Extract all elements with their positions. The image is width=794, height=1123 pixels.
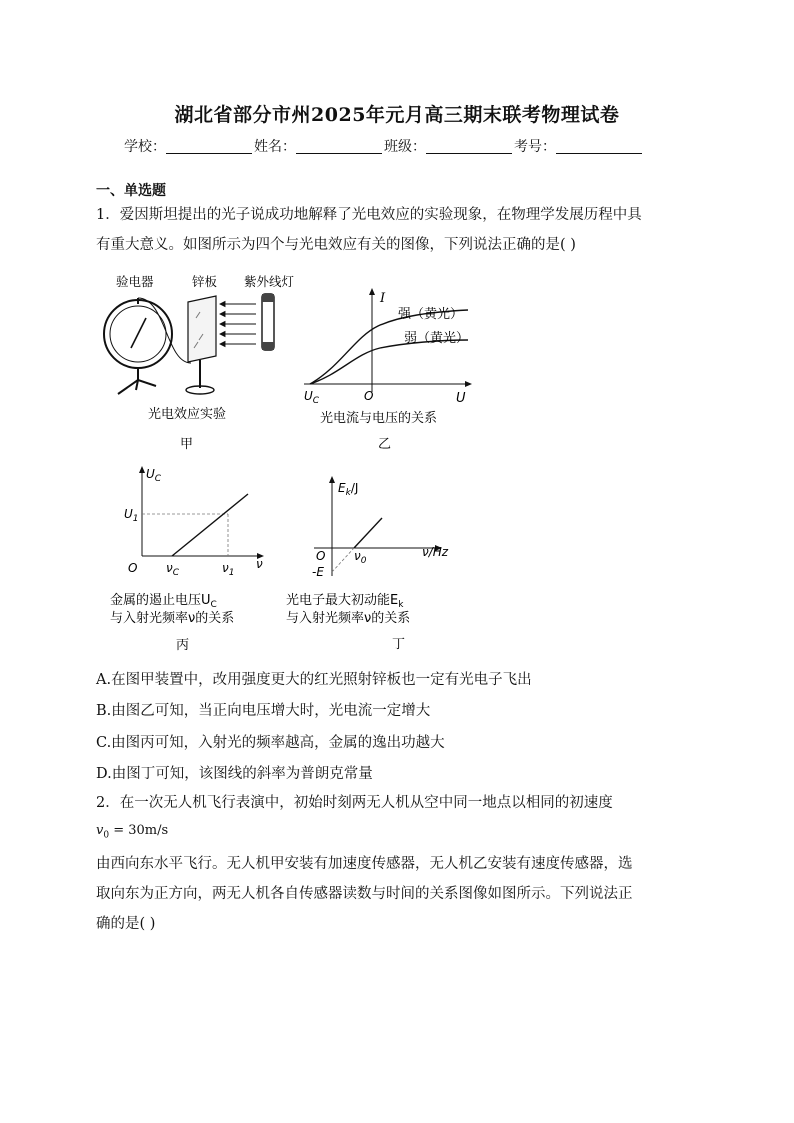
caption-bing-1: 金属的遏止电压$U_C$ <box>110 593 217 610</box>
uv-light-arrows <box>220 302 256 347</box>
axis-i-label: I <box>380 291 386 306</box>
figure-bing <box>104 462 274 657</box>
ek-line <box>354 518 382 548</box>
label-uv-lamp: 紫外线灯 <box>244 274 295 289</box>
electroscope-icon <box>104 298 191 394</box>
section-heading: 一、单选题 <box>96 183 166 199</box>
caption-ding-1: 光电子最大初动能$E_k$ <box>286 593 404 610</box>
name-label: 姓名： <box>254 139 296 155</box>
caption-jia: 光电效应实验 <box>148 407 227 422</box>
exam-number-label: 考号： <box>514 139 556 155</box>
label-uc: $U_C$ <box>304 389 320 406</box>
school-blank[interactable] <box>166 139 252 154</box>
label-origin-ding: O <box>316 549 326 563</box>
option-d[interactable]: D.由图丁可知，该图线的斜率为普朗克常量 <box>96 766 373 782</box>
tag-jia: 甲 <box>180 437 194 452</box>
label-u1: $U_1$ <box>124 507 139 524</box>
axis-v-label: ν <box>256 557 263 571</box>
label-v0: $\nu_0$ <box>354 549 367 566</box>
label-vc: $\nu_C$ <box>166 561 179 578</box>
question-2-stem <box>96 788 696 939</box>
uc-line <box>172 494 248 556</box>
class-label: 班级： <box>384 139 426 155</box>
label-origin-yi: O <box>364 389 374 403</box>
question-2-line-3: 取向东为正方向，两无人机各自传感器读数与时间的关系图像如图所示。下列说法正 <box>96 885 633 902</box>
axis-uc-label: $U_C$ <box>146 467 162 484</box>
label-neg-e: -E <box>312 565 324 579</box>
figure-ding <box>284 472 454 657</box>
figure-jia <box>96 268 316 458</box>
question-2-formula: $v_0 = 30m/s$ <box>96 823 169 841</box>
question-2-line-2: 由西向东水平飞行。无人机甲安装有加速度传感器，无人机乙安装有速度传感器，选 <box>96 855 633 872</box>
tag-yi: 乙 <box>378 437 392 452</box>
figure-yi <box>300 282 480 457</box>
class-blank[interactable] <box>426 139 512 154</box>
zinc-plate-icon <box>186 296 216 394</box>
label-origin-bing: O <box>128 561 138 575</box>
axis-u-label: U <box>456 391 466 406</box>
caption-bing-2: 与入射光频率ν的关系 <box>110 611 235 626</box>
student-info-row <box>124 136 644 156</box>
axis-ek-label: $E_k/J$ <box>338 481 359 498</box>
label-v1: $\nu_1$ <box>222 561 235 578</box>
option-b[interactable]: B.由图乙可知，当正向电压增大时，光电流一定增大 <box>96 703 431 719</box>
label-weak: 弱（黄光） <box>404 331 470 346</box>
question-1-stem <box>96 200 696 260</box>
name-blank[interactable] <box>296 139 382 154</box>
curve-weak <box>310 340 468 384</box>
tag-bing: 丙 <box>176 638 190 653</box>
caption-ding-2: 与入射光频率ν的关系 <box>286 611 411 626</box>
exam-number-blank[interactable] <box>556 139 642 154</box>
option-a[interactable]: A.在图甲装置中，改用强度更大的红光照射锌板也一定有光电子飞出 <box>96 672 532 688</box>
tag-ding: 丁 <box>392 637 406 652</box>
uv-lamp-icon <box>262 294 274 350</box>
caption-yi: 光电流与电压的关系 <box>320 411 438 426</box>
axis-vhz-label: ν/Hz <box>422 545 449 559</box>
school-label: 学校： <box>124 139 166 155</box>
question-2-line-4: 确的是( ) <box>96 915 156 932</box>
exam-title: 湖北省部分市州2025年元月高三期末联考物理试卷 <box>174 104 620 126</box>
question-1-line-1: 1．爱因斯坦提出的光子说成功地解释了光电效应的实验现象，在物理学发展历程中具 <box>96 207 642 223</box>
option-c[interactable]: C.由图丙可知，入射光的频率越高，金属的逸出功越大 <box>96 735 445 751</box>
label-strong: 强（黄光） <box>398 307 464 322</box>
label-electroscope: 验电器 <box>116 274 154 289</box>
label-zinc-plate: 锌板 <box>192 274 218 289</box>
question-2-line-1: 2．在一次无人机飞行表演中，初始时刻两无人机从空中同一地点以相同的初速度 <box>96 795 613 811</box>
question-1-line-2: 有重大意义。如图所示为四个与光电效应有关的图像，下列说法正确的是( ) <box>96 237 576 253</box>
